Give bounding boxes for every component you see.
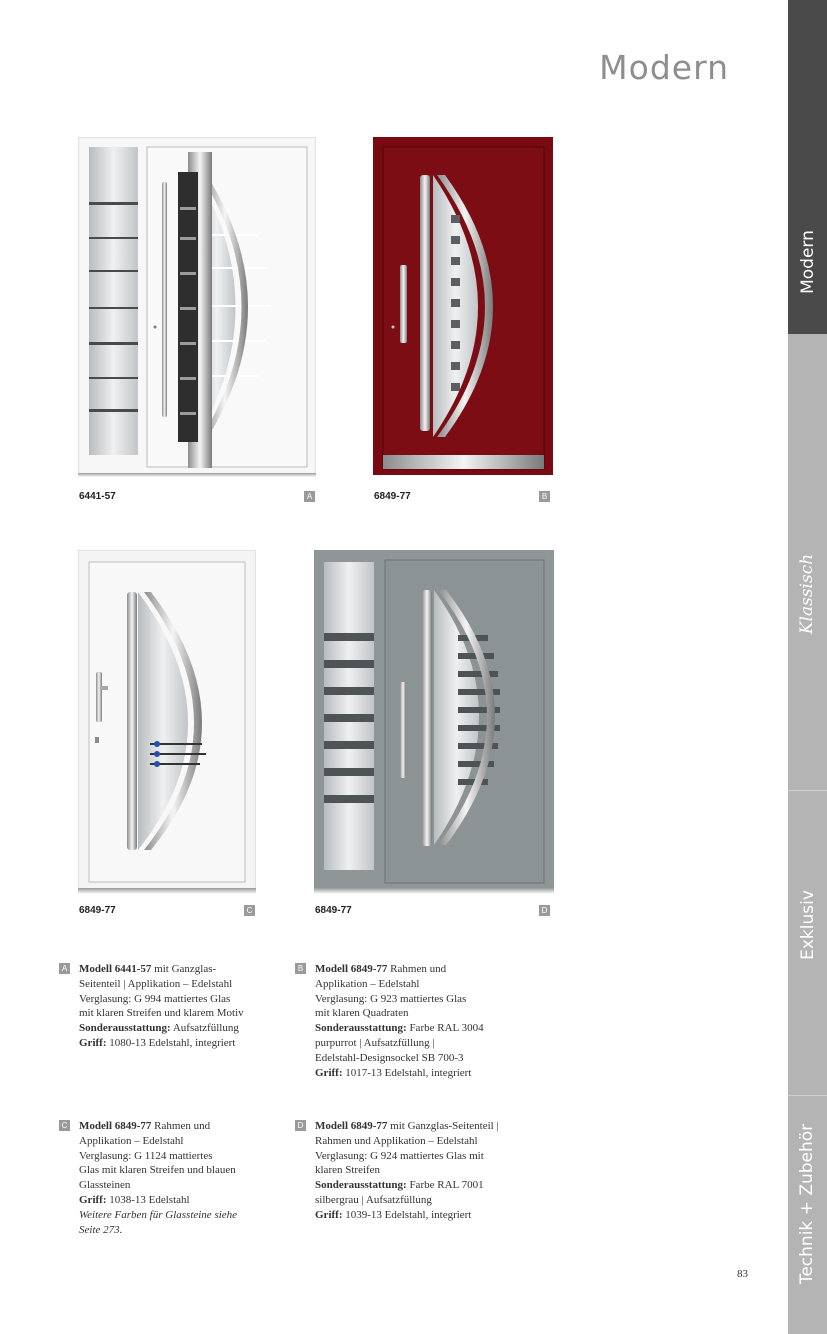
desc-line: Verglasung: G 1124 mattiertes (79, 1149, 213, 1162)
desc-line: Edelstahl-Designsockel SB 700-3 (315, 1051, 464, 1064)
desc-line: klaren Streifen (315, 1164, 381, 1177)
desc-text: Rahmen und (151, 1120, 211, 1132)
sonder-text: Farbe RAL 7001 (406, 1179, 484, 1192)
desc-line: mit klaren Streifen und klarem Motiv (79, 1007, 244, 1020)
model-label: Modell 6849-77 (79, 1120, 152, 1132)
door-image-b (373, 137, 553, 477)
door-image-d (314, 550, 554, 895)
sonder-label: Sonderausstattung: (315, 1022, 407, 1035)
tab-exklusiv-label: Exklusiv (797, 890, 818, 960)
model-label: Modell 6849-77 (315, 1120, 388, 1132)
griff-text: 1039-13 Edelstahl, integriert (342, 1208, 472, 1221)
tab-modern[interactable] (788, 0, 827, 334)
page-title: Modern (599, 48, 729, 87)
desc-line: Verglasung: G 923 mattiertes Glas (315, 992, 467, 1005)
sonder-label: Sonderausstattung: (315, 1179, 407, 1192)
page-number: 83 (737, 1268, 748, 1280)
desc-line: Verglasung: G 994 mattiertes Glas (79, 992, 231, 1005)
sonder-text: Farbe RAL 3004 (406, 1022, 484, 1035)
tab-klassisch[interactable] (788, 334, 827, 1334)
description-c-letter: C (59, 1120, 70, 1131)
letter-badge-c: C (244, 905, 255, 916)
description-a (61, 962, 269, 1051)
griff-label: Griff: (79, 1193, 107, 1206)
griff-label: Griff: (315, 1208, 343, 1221)
door-caption-c: 6849-77 (79, 905, 116, 916)
desc-line: Applikation – Edelstahl (79, 1134, 184, 1147)
desc-text: mit Ganzglas- (151, 963, 217, 975)
tab-divider (788, 790, 827, 791)
description-b-letter: B (295, 963, 306, 974)
door-image-a (78, 137, 316, 477)
door-caption-b: 6849-77 (374, 491, 411, 502)
desc-line: Glas mit klaren Streifen und blauen (79, 1164, 236, 1177)
door-image-c (78, 550, 256, 895)
tab-modern-label: Modern (797, 230, 818, 294)
griff-text: 1017-13 Edelstahl, integriert (342, 1066, 472, 1079)
model-label: Modell 6849-77 (315, 963, 388, 975)
description-d-letter: D (295, 1120, 306, 1131)
letter-badge-b: B (539, 491, 550, 502)
door-caption-d: 6849-77 (315, 905, 352, 916)
description-b (297, 962, 505, 1080)
desc-line: Seitenteil | Applikation – Edelstahl (79, 977, 233, 990)
desc-line: Glassteinen (79, 1179, 131, 1192)
desc-text: mit Ganzglas-Seitenteil | (387, 1120, 499, 1132)
griff-label: Griff: (79, 1036, 107, 1049)
desc-line: Rahmen und Applikation – Edelstahl (315, 1134, 478, 1147)
note-line: Seite 273. (79, 1223, 123, 1236)
griff-label: Griff: (315, 1066, 343, 1079)
description-a-letter: A (59, 963, 70, 974)
griff-text: 1038-13 Edelstahl (106, 1193, 190, 1206)
note-line: Weitere Farben für Glassteine siehe (79, 1208, 238, 1221)
description-d (297, 1119, 515, 1223)
desc-line: silbergrau | Aufsatzfüllung (315, 1193, 432, 1206)
desc-text: Rahmen und (387, 963, 447, 975)
desc-line: Verglasung: G 924 mattiertes Glas mit (315, 1149, 484, 1162)
letter-badge-a: A (304, 491, 315, 502)
description-c (61, 1119, 269, 1237)
tab-technik-label: Technik + Zubehör (797, 1123, 818, 1285)
griff-text: 1080-13 Edelstahl, integriert (106, 1036, 236, 1049)
letter-badge-d: D (539, 905, 550, 916)
sonder-text: Aufsatzfüllung (170, 1022, 239, 1035)
desc-line: Applikation – Edelstahl (315, 977, 420, 990)
sonder-label: Sonderausstattung: (79, 1022, 171, 1035)
tab-divider (788, 1095, 827, 1096)
desc-line: purpurrot | Aufsatzfüllung | (315, 1036, 435, 1049)
desc-line: mit klaren Quadraten (315, 1007, 409, 1020)
model-label: Modell 6441-57 (79, 963, 152, 975)
door-caption-a: 6441-57 (79, 491, 116, 502)
tab-klassisch-label: Klassisch (797, 553, 818, 635)
